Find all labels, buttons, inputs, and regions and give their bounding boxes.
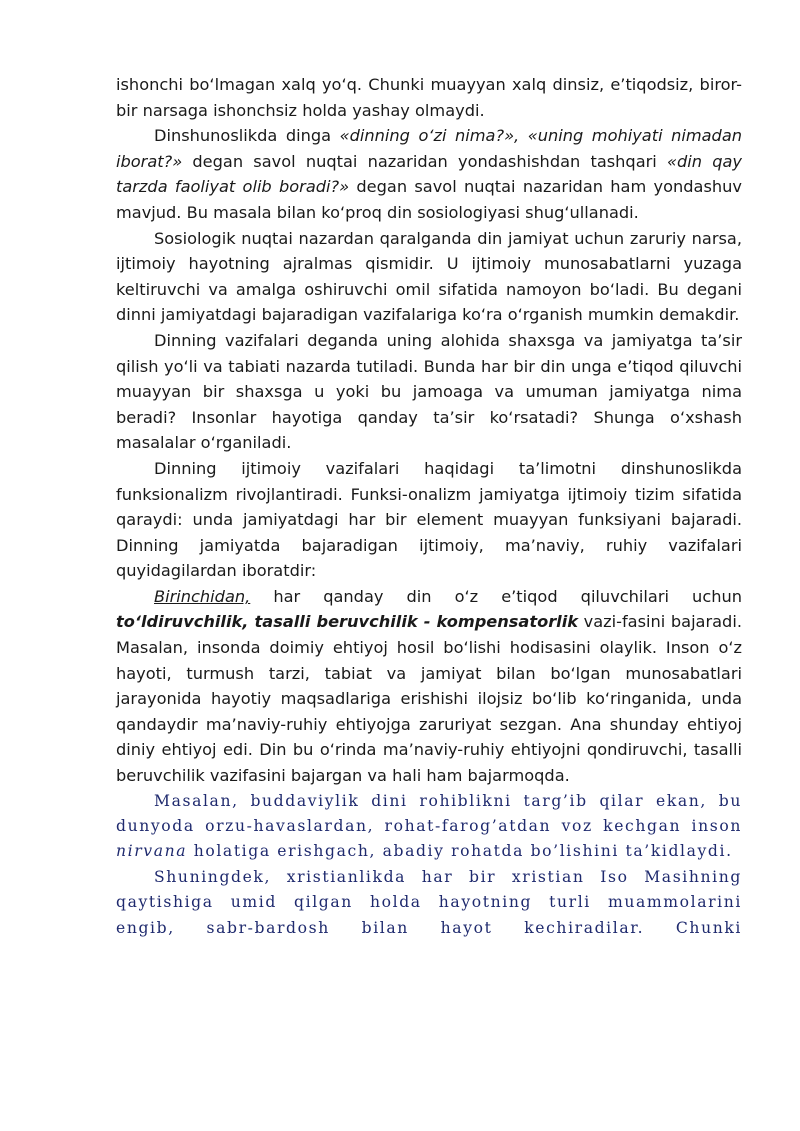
paragraph-8: Shuningdek, xristianlikda har bir xristian Iso Masihning qaytishiga umid qilgan holda hayotning turli muammolarini engib, sabr-bardosh bilan hayot kechiradilar. Chunki xyxy=(116,867,742,937)
paragraph-1: ishonchi bo‘lmagan xalq yo‘q. Chunki muayyan xalq dinsiz, e’tiqodsiz, biror-bir narsaga ishonchsiz holda yashay olmaydi. xyxy=(116,75,742,120)
paragraph-6: Birinchidan, har qanday din o‘z e’tiqod qiluvchilari uchun to‘ldiruvchilik, tasalli beruvchilik - kompensatorlik vazi-fasini bajaradi. Masalan, insonda doimiy ehtiyoj hosil bo‘lishi hodisasini olaylik. Inson o‘z hayoti, turmush tarzi, tabiat va jamiyat bilan bo‘lgan munosabatlari jarayonida hayotiy maqsadlariga erishishi ilojsiz bo‘lib ko‘ringanida, unda qandaydir ma’naviy-ruhiy ehtiyojga zaruriyat sezgan. Ana shunday ehtiyoj diniy ehtiyoj edi. Din bu o‘rinda ma’naviy-ruhiy ehtiyojni qondiruvchi, tasalli beruvchilik vazifasini bajargan va hali ham bajarmoqda. xyxy=(116,586,742,786)
italic-question-1: «dinning o‘zi nima?», «uning mohiyati nimadan iborat?» xyxy=(116,126,742,171)
paragraph-5: Dinning ijtimoiy vazifalari haqidagi ta’limotni dinshunoslikda funksionalizm rivojlantiradi. Funksi-onalizm jamiyatga ijtimoiy tizim sifatida qaraydi: unda jamiyatdagi har bir element muayyan funksiyani bajaradi. Dinning jamiyatda bajaradigan ijtimoiy, ma’naviy, ruhiy vazifalari quyidagilardan iboratdir: xyxy=(116,458,742,581)
paragraph-2: Dinshunoslikda dinga «dinning o‘zi nima?», «uning mohiyati nimadan iborat?» degan savol nuqtai nazaridan yondashishdan tashqari «din qay tarzda faoliyat olib boradi?» degan savol nuqtai nazaridan ham yondashuv mavjud. Bu masala bilan ko‘proq din sosiologiyasi shug‘ullanadi. xyxy=(116,126,742,222)
paragraph-7-example: Masalan, buddaviylik dini rohiblikni targ’ib qilar ekan, bu dunyoda orzu-havaslardan, rohat-farog’atdan voz kechgan inson nirvana holatiga erishgach, abadiy rohatda bo’lishini ta’kidlaydi. xyxy=(116,791,742,861)
italic-nirvana: nirvana xyxy=(116,842,188,861)
document-page xyxy=(116,72,742,941)
bold-term-1: to‘ldiruvchilik xyxy=(116,612,243,632)
italic-question-2: «din qay tarzda faoliyat olib boradi?» xyxy=(116,151,742,197)
bold-term-2: tasalli beruvchilik - kompensatorlik xyxy=(254,612,579,632)
underlined-first: Birinchidan, xyxy=(154,586,251,606)
paragraph-3: Sosiologik nuqtai nazardan qaralganda din jamiyat uchun zaruriy narsa, ijtimoiy hayotning ajralmas qismidir. U ijtimoiy munosabatlarni yuzaga keltiruvchi va amalga oshiruvchi omil sifatida namoyon bo‘ladi. Bu degani dinni jamiyatdagi bajaradigan vazifalariga ko‘ra o‘rganish mumkin demakdir. xyxy=(116,228,742,325)
paragraph-4: Dinning vazifalari deganda uning alohida shaxsga va jamiyatga ta’sir qilish yo‘li va tabiati nazarda tutiladi. Bunda har bir din unga e’tiqod qiluvchi muayyan bir shaxsga u yoki bu jamoaga va umuman jamiyatga nima beradi? Insonlar hayotiga qanday ta’sir ko‘rsatadi? Shunga o‘xshash masalalar o‘rganiladi. xyxy=(116,330,742,453)
